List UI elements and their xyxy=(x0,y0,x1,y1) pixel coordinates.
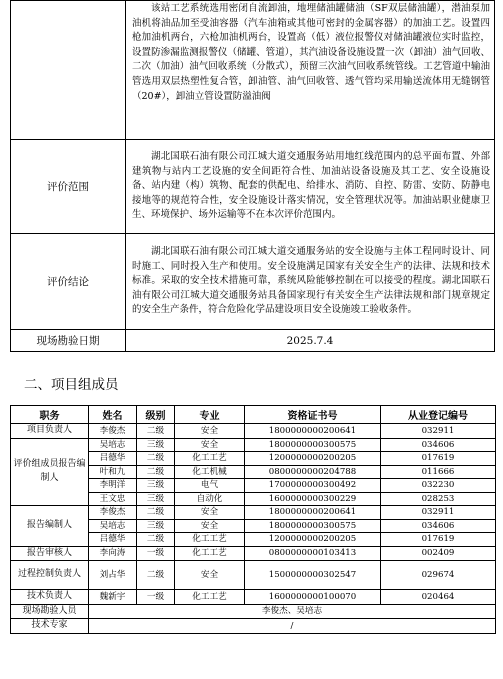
header-name: 姓名 xyxy=(89,406,137,424)
registration-cell: 017619 xyxy=(381,452,496,466)
name-cell: 吕德华 xyxy=(89,452,137,466)
duty-cell: 评价组成员报告编制人 xyxy=(11,438,89,506)
process-label-cell xyxy=(11,1,126,140)
registration-cell: 011666 xyxy=(381,465,496,479)
major-cell: 化工工艺 xyxy=(175,533,245,547)
major-cell: 自动化 xyxy=(175,492,245,506)
registration-cell: 017619 xyxy=(381,533,496,547)
header-level: 级别 xyxy=(137,406,175,424)
name-cell: 叶和九 xyxy=(89,465,137,479)
name-cell: 李俊杰 xyxy=(89,506,137,520)
name-cell: 王文忠 xyxy=(89,492,137,506)
level-cell: 三级 xyxy=(137,479,175,493)
duty-cell: 报告审核人 xyxy=(11,546,89,561)
level-cell: 一级 xyxy=(137,546,175,561)
scope-description: 湖北国联石油有限公司江城大道交通服务站用地红线范围内的总平面布置、外部建筑物与站内工艺设施的安全间距符合性、加油站设备设施及其工艺、安全设施设备、站内建（构）筑物、配套的供配电、给排水、消防、自控、防雷、安防、防静电接地等的规范符合性，安全设施设计落实情况，安全管理状况等。加油站职业健康卫生、环境保护、场外运输等不在本次评价范围内。 xyxy=(126,140,495,234)
header-registration: 从业登记编号 xyxy=(381,406,496,424)
survey-date-label: 现场勘验日期 xyxy=(11,330,126,352)
registration-cell: 028253 xyxy=(381,492,496,506)
name-cell: 李俊杰 xyxy=(89,424,137,439)
evaluation-table xyxy=(10,0,495,352)
certificate-cell: 1600000000300229 xyxy=(245,492,381,506)
duty-cell: 过程控制负责人 xyxy=(11,561,89,590)
table-row xyxy=(11,604,496,619)
members-header-row xyxy=(11,406,496,424)
name-cell: 刘占华 xyxy=(89,561,137,590)
major-cell: 化工工艺 xyxy=(175,546,245,561)
certificate-cell: 0800000000204788 xyxy=(245,465,381,479)
duty-cell: 项目负责人 xyxy=(11,424,89,439)
members-table xyxy=(10,405,496,634)
table-row xyxy=(11,561,496,590)
header-duty: 职务 xyxy=(11,406,89,424)
registration-cell: 029674 xyxy=(381,561,496,590)
name-cell: 李明洋 xyxy=(89,479,137,493)
technical-expert-label: 技术专家 xyxy=(11,619,89,634)
registration-cell: 034606 xyxy=(381,438,496,452)
registration-cell: 002409 xyxy=(381,546,496,561)
certificate-cell: 1800000000200641 xyxy=(245,424,381,439)
survey-personnel-value: 李俊杰、吴培志 xyxy=(89,604,496,619)
table-row xyxy=(11,506,496,520)
major-cell: 化工机械 xyxy=(175,465,245,479)
registration-cell: 032911 xyxy=(381,424,496,439)
registration-cell: 032230 xyxy=(381,479,496,493)
level-cell: 三级 xyxy=(137,519,175,533)
major-cell: 安全 xyxy=(175,561,245,590)
level-cell: 三级 xyxy=(137,438,175,452)
registration-cell: 020464 xyxy=(381,590,496,605)
technical-expert-value: / xyxy=(89,619,496,634)
table-row xyxy=(11,619,496,634)
conclusion-label: 评价结论 xyxy=(11,234,126,330)
name-cell: 李向涛 xyxy=(89,546,137,561)
name-cell: 吴培志 xyxy=(89,438,137,452)
level-cell: 二级 xyxy=(137,465,175,479)
header-certificate: 资格证书号 xyxy=(245,406,381,424)
level-cell: 二级 xyxy=(137,506,175,520)
conclusion-description: 湖北国联石油有限公司江城大道交通服务站的安全设施与主体工程同时设计、同时施工、同时投入生产和使用。安全设施满足国家有关安全生产的法律、法规和技术标准。采取的安全技术措施可靠，系统风险能够控制在可以接受的程度。湖北国联石油有限公司江城大道交通服务站具备国家现行有关安全生产法律法规和部门规章规定的安全生产条件，符合危险化学品建设项目安全设施竣工验收条件。 xyxy=(126,234,495,330)
process-description: 该站工艺系统选用密闭自流卸油，地埋储油罐储油（SF双层储油罐），潜油泵加油机将油品加至受油容器（汽车油箱或其他可密封的金属容器）的加油工艺。设置四枪加油机两台，六枪加油机两台，设置高（低）液位报警仪对储油罐液位实时监控，设置防渗漏监测报警仪（储罐、管道），其汽油设备设施设置一次（卸油）油气回收、二次（加油）油气回收系统（分散式），预留三次油气回收系统管线。工艺管道中输油管选用双层热塑性复合管，卸油管、油气回收管、透气管均采用输送流体用无缝钢管（20#），卸油立管设置防溢油阀 xyxy=(126,1,495,140)
name-cell: 吴培志 xyxy=(89,519,137,533)
header-major: 专业 xyxy=(175,406,245,424)
name-cell: 魏新宇 xyxy=(89,590,137,605)
certificate-cell: 1200000000200205 xyxy=(245,533,381,547)
certificate-cell: 1500000000302547 xyxy=(245,561,381,590)
table-row xyxy=(11,438,496,452)
level-cell: 二级 xyxy=(137,452,175,466)
certificate-cell: 0800000000103413 xyxy=(245,546,381,561)
certificate-cell: 1700000000300492 xyxy=(245,479,381,493)
major-cell: 安全 xyxy=(175,424,245,439)
major-cell: 安全 xyxy=(175,519,245,533)
name-cell: 吕德华 xyxy=(89,533,137,547)
table-row xyxy=(11,424,496,439)
scope-label: 评价范围 xyxy=(11,140,126,234)
survey-personnel-label: 现场勘验人员 xyxy=(11,604,89,619)
level-cell: 二级 xyxy=(137,533,175,547)
section-title: 二、项目组成员 xyxy=(24,377,119,393)
certificate-cell: 1800000000300575 xyxy=(245,438,381,452)
survey-date-value: 2025.7.4 xyxy=(126,330,495,352)
duty-cell: 技术负责人 xyxy=(11,590,89,605)
table-row xyxy=(11,590,496,605)
level-cell: 一级 xyxy=(137,590,175,605)
major-cell: 安全 xyxy=(175,438,245,452)
level-cell: 三级 xyxy=(137,492,175,506)
certificate-cell: 1800000000200641 xyxy=(245,506,381,520)
major-cell: 安全 xyxy=(175,506,245,520)
certificate-cell: 1600000000100070 xyxy=(245,590,381,605)
level-cell: 二级 xyxy=(137,424,175,439)
certificate-cell: 1800000000300575 xyxy=(245,519,381,533)
registration-cell: 034606 xyxy=(381,519,496,533)
major-cell: 电气 xyxy=(175,479,245,493)
major-cell: 化工工艺 xyxy=(175,590,245,605)
certificate-cell: 1200000000200205 xyxy=(245,452,381,466)
level-cell: 二级 xyxy=(137,561,175,590)
duty-cell: 报告编制人 xyxy=(11,506,89,547)
table-row xyxy=(11,546,496,561)
major-cell: 化工工艺 xyxy=(175,452,245,466)
registration-cell: 032911 xyxy=(381,506,496,520)
